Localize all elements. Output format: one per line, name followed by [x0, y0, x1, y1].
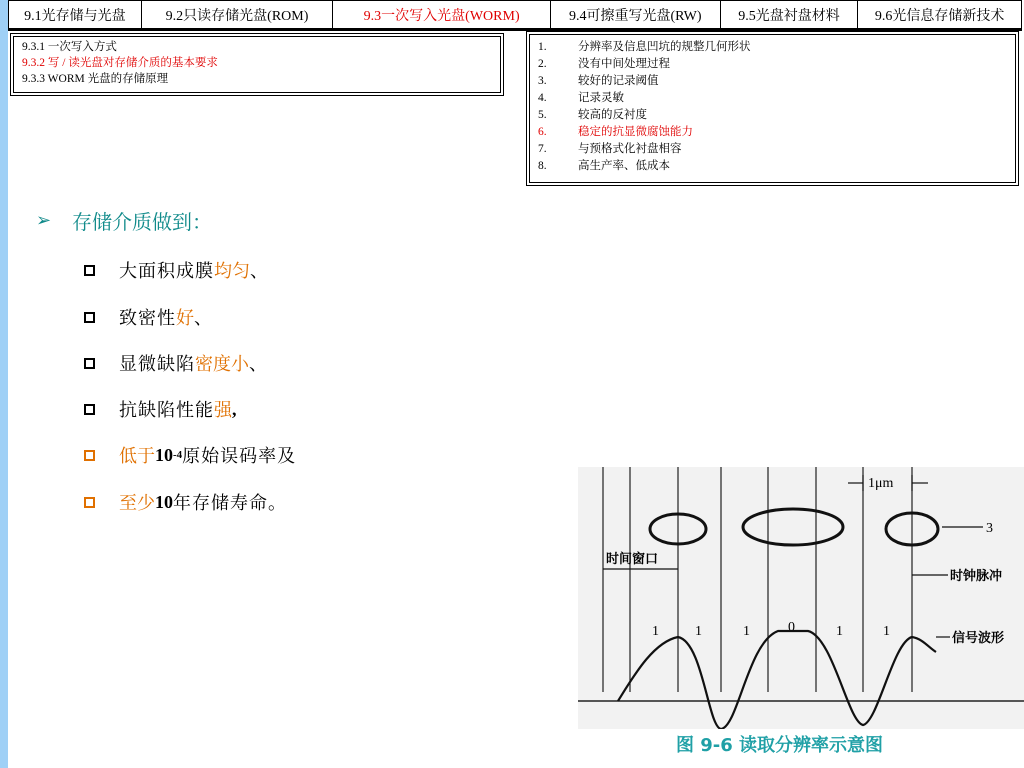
bullet-highlight: 强: [214, 400, 232, 421]
requirement-item: 7. 与预格式化衬盘相容: [538, 143, 682, 155]
subsection-9-3-2[interactable]: 9.3.2 写 / 读光盘对存储介质的基本要求: [22, 57, 218, 69]
bullet-highlight: 密度小: [195, 354, 249, 375]
bit-label: 1: [695, 624, 702, 639]
requirements-list: [526, 31, 1019, 186]
label-time-window: 时间窗口: [606, 552, 659, 567]
bullet-text: 抗缺陷性能: [119, 400, 214, 421]
figure-caption: 图 9-6 读取分辨率示意图: [676, 735, 884, 756]
bit-label: 1: [883, 624, 890, 639]
pits: [650, 509, 938, 545]
bullet-item: [84, 396, 237, 422]
bullet-item: [84, 489, 287, 515]
bullet-text: 年存储寿命。: [173, 493, 287, 514]
clock-lines: [603, 467, 912, 692]
arrow-bullet-icon: ➢: [36, 210, 52, 231]
bullet-highlight: 至少: [119, 493, 155, 514]
left-accent-bar: [0, 0, 8, 768]
bullet-highlight: 好: [176, 308, 194, 329]
label-signal: 信号波形: [952, 631, 1005, 646]
tab-9-2[interactable]: 9.2只读存储光盘(ROM): [142, 1, 334, 28]
bit-label: 1: [652, 624, 659, 639]
requirement-item: 1. 分辨率及信息凹坑的规整几何形状: [538, 41, 751, 53]
subsection-9-3-1[interactable]: 9.3.1 一次写入方式: [22, 41, 117, 53]
chapter-tab-bar: [8, 0, 1022, 29]
tab-9-6[interactable]: 9.6光信息存储新技术: [874, 8, 1005, 24]
pit-ellipse: [743, 509, 843, 545]
tab-9-3[interactable]: 9.3一次写入光盘(WORM): [333, 1, 551, 28]
tab-9-5[interactable]: 9.5光盘衬盘材料: [721, 1, 859, 28]
label-3: 3: [986, 521, 993, 536]
read-resolution-figure: [578, 467, 1024, 729]
requirement-item: 2. 没有中间处理过程: [538, 58, 670, 70]
bullet-punct: 、: [250, 261, 268, 281]
bullet-text: 致密性: [119, 308, 176, 329]
square-bullet-icon: [84, 497, 95, 508]
bullet-number: 10: [155, 491, 173, 512]
bullet-text: 显微缺陷: [119, 354, 195, 375]
requirement-item: 4. 记录灵敏: [538, 92, 624, 104]
bullet-highlight: 均匀: [214, 261, 250, 282]
bullet-text: 大面积成膜: [119, 261, 214, 282]
square-bullet-icon: [84, 358, 95, 369]
requirement-item: 3. 较好的记录阈值: [538, 75, 659, 87]
label-clock-pulse: 时钟脉冲: [950, 569, 1003, 584]
requirement-item: 5. 较高的反衬度: [538, 109, 647, 121]
requirement-item-highlighted: 6. 稳定的抗显微腐蚀能力: [538, 126, 693, 138]
bullet-item: [84, 257, 268, 283]
requirement-item: 8. 高生产率、低成本: [538, 160, 670, 172]
bullet-punct: ,: [232, 398, 237, 419]
label-1um: 1μm: [868, 476, 894, 491]
tab-9-4[interactable]: 9.4可擦重写光盘(RW): [551, 1, 721, 28]
signal-waveform: [618, 631, 936, 729]
bullet-highlight: 低于: [119, 446, 155, 467]
bullet-item: [84, 304, 212, 330]
square-bullet-icon: [84, 265, 95, 276]
bullet-item: [84, 442, 296, 468]
bullet-punct: 、: [194, 308, 212, 328]
subsection-nav: [10, 33, 504, 96]
bit-label: 0: [788, 620, 795, 635]
bullet-number: 10: [155, 444, 173, 465]
square-bullet-icon: [84, 404, 95, 415]
bullet-exponent: -4: [173, 449, 183, 461]
section-heading: [36, 206, 212, 235]
bit-label: 1: [836, 624, 843, 639]
figure-drawing: [578, 467, 1024, 729]
bullet-punct: 、: [249, 354, 267, 374]
square-bullet-icon: [84, 312, 95, 323]
heading-text: 存储介质做到：: [72, 210, 212, 234]
tab-9-1[interactable]: 9.1光存储与光盘: [9, 1, 142, 28]
subsection-9-3-3[interactable]: 9.3.3 WORM 光盘的存储原理: [22, 73, 169, 85]
bullet-item: [84, 350, 267, 376]
square-bullet-icon: [84, 450, 95, 461]
bit-label: 1: [743, 624, 750, 639]
bullet-text: 原始误码率及: [182, 446, 297, 467]
